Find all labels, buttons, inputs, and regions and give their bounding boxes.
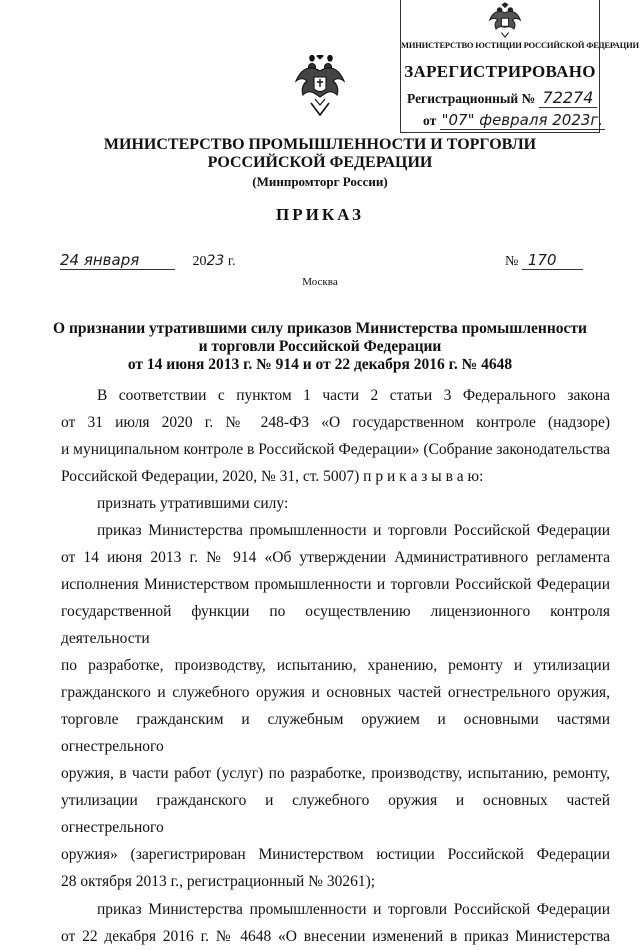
paragraph-1-line: В соответствии с пунктом 1 части 2 статьи 3 Федерального закона (97, 387, 610, 404)
stamp-ministry: МИНИСТЕРСТВО ЮСТИЦИИ РОССИЙСКОЙ ФЕДЕРАЦИИ (401, 40, 639, 50)
order-city: Москва (302, 276, 338, 288)
paragraph-3-line: оружия, в части работ (услуг) по разработке, производству, испытанию, ремонту, (61, 765, 610, 782)
order-title-line-2: и торговли Российской Федерации (198, 338, 442, 355)
order-year-prefix: 20 (192, 254, 207, 269)
order-number (505, 251, 583, 270)
order-date-handwritten: 24 января (60, 251, 175, 270)
paragraph-3-line: исполнения Министерством промышленности и торговли Российской Федерации (61, 576, 610, 593)
order-year-handwritten: 23 (206, 253, 225, 269)
stamp-date-prefix: от (423, 113, 437, 128)
paragraph-1-line: и муниципальном контроле в Российской Федерации» (Собрание законодательства (61, 441, 610, 458)
paragraph-2: признать утратившими силу: (97, 495, 289, 512)
paragraph-3-line: по разработке, производству, испытанию, хранению, ремонту и утилизации (61, 657, 610, 674)
paragraph-3-line: от 14 июня 2013 г. № 914 «Об утверждении Административного регламента (61, 549, 610, 566)
paragraph-3-line: гражданского и служебного оружия и основных частей огнестрельного оружия, (61, 684, 610, 701)
paragraph-3-line: оружия» (зарегистрирован Министерством юстиции Российской Федерации (61, 846, 610, 863)
stamp-status: ЗАРЕГИСТРИРОВАНО (404, 62, 596, 81)
paragraph-3-line: утилизации гражданского и служебного оружия и основных частей огнестрельного (61, 792, 610, 836)
paragraph-3-line: государственной функции по осуществлению лицензионного контроля деятельности (61, 603, 610, 647)
order-number-label: № (505, 254, 519, 269)
paragraph-4-line: от 22 декабря 2016 г. № 4648 «О внесении изменений в приказ Министерства (61, 928, 610, 945)
paragraph-3-line: приказ Министерства промышленности и торговли Российской Федерации (97, 522, 610, 539)
stamp-date-line (423, 111, 605, 130)
registration-stamp (400, 0, 639, 133)
ministry-title (0, 136, 640, 172)
paragraph-3-line: торговле гражданским и служебным оружием и основными частями огнестрельного (61, 711, 610, 755)
order-title-line-1: О признании утратившими силу приказов Министерства промышленности (53, 320, 587, 337)
order-title-line-3: от 14 июня 2013 г. № 914 и от 22 декабря 2016 г. № 4648 (127, 356, 513, 373)
stamp-date-value: "07" февраля 2023г. (441, 111, 604, 129)
ministry-line-1: МИНИСТЕРСТВО ПРОМЫШЛЕННОСТИ И ТОРГОВЛИ (103, 136, 537, 153)
ministry-line-2: РОССИЙСКОЙ ФЕДЕРАЦИИ (207, 154, 433, 171)
paragraph-3-line: 28 октября 2013 г., регистрационный № 30261); (61, 873, 376, 890)
ministry-short-name: (Минпромторг России) (252, 174, 388, 189)
paragraph-4-line: приказ Министерства промышленности и торговли Российской Федерации (97, 901, 610, 918)
document-type: ПРИКАЗ (276, 205, 364, 224)
order-number-handwritten: 170 (522, 251, 583, 270)
paragraph-1-line: Российской Федерации, 2020, № 31, ст. 5007) п р и к а з ы в а ю: (61, 468, 484, 485)
coat-of-arms-icon (293, 55, 347, 117)
stamp-reg-line (407, 88, 597, 108)
order-title (0, 320, 640, 374)
order-date (60, 251, 236, 270)
body-text (61, 382, 610, 950)
stamp-reg-number: 72274 (539, 88, 598, 108)
paragraph-1-line: от 31 июля 2020 г. № 248-ФЗ «О государственном контроле (надзоре) (61, 414, 610, 431)
order-year-suffix: г. (227, 254, 236, 269)
stamp-reg-label: Регистрационный № (407, 91, 536, 106)
